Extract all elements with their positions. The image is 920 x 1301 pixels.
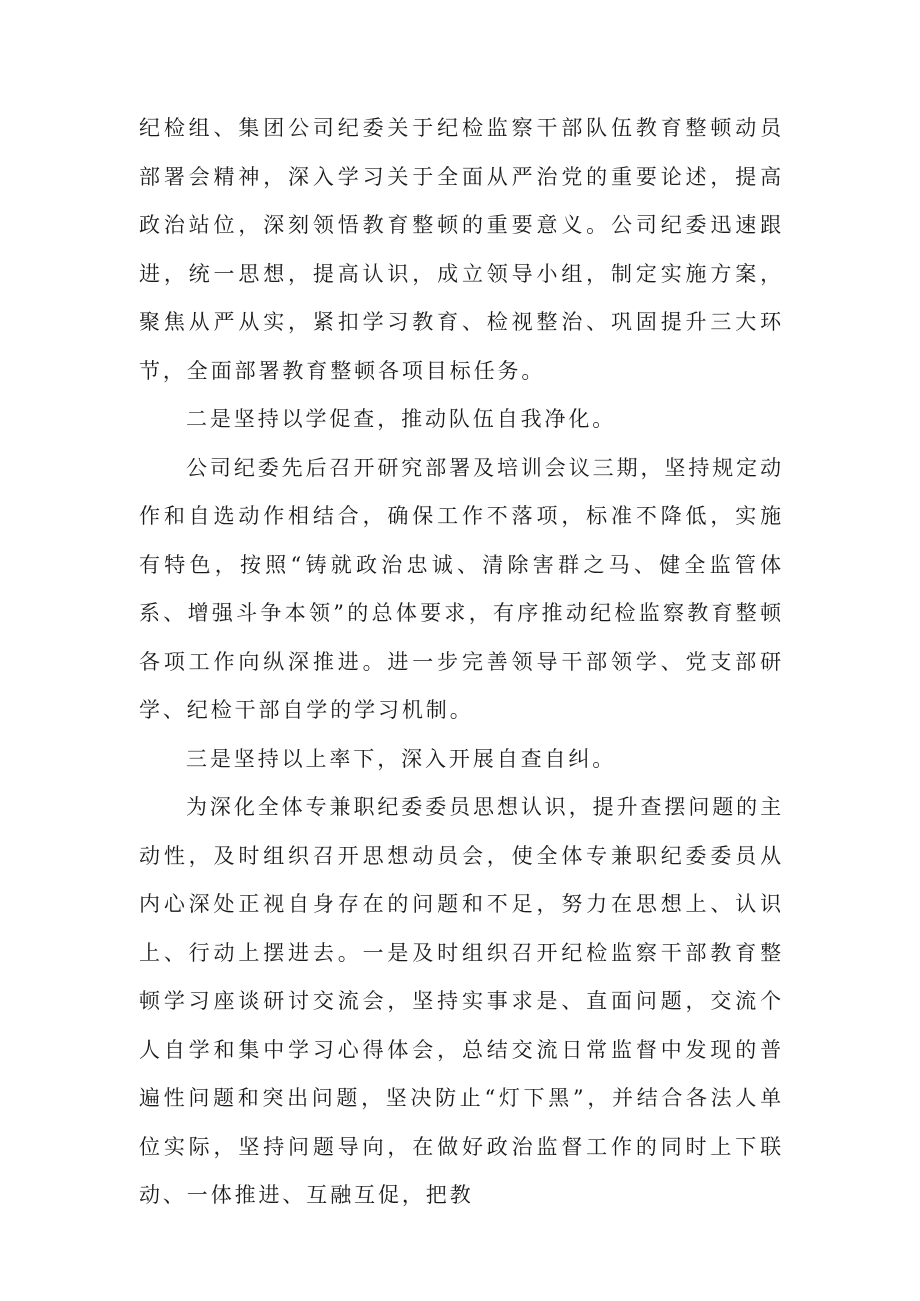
- paragraph-body: 公司纪委先后召开研究部署及培训会议三期，坚持规定动作和自选动作相结合，确保工作不落项，标准不降低，实施有特色，按照“铸就政治忠诚、清除害群之马、健全监管体系、增强斗争本领”的总体要求，有序推动纪检监察教育整顿各项工作向纵深推进。进一步完善领导干部领学、党支部研学、纪检干部自学的学习机制。: [139, 455, 784, 722]
- section-heading-three: 三是坚持以上率下，深入开展自查自纠。: [186, 746, 617, 771]
- document-body: [139, 104, 784, 1220]
- paragraph-continuation: 纪检组、集团公司纪委关于纪检监察干部队伍教育整顿动员部署会精神，深入学习关于全面从严治党的重要论述，提高政治站位，深刻领悟教育整顿的重要意义。公司纪委迅速跟进，统一思想，提高认识，成立领导小组，制定实施方案，聚焦从严从实，紧扣学习教育、检视整治、巩固提升三大环节，全面部署教育整顿各项目标任务。: [139, 116, 784, 383]
- paragraph-body: 为深化全体专兼职纪委委员思想认识，提升查摆问题的主动性，及时组织召开思想动员会，使全体专兼职纪委委员从内心深处正视自身存在的问题和不足，努力在思想上、认识上、行动上摆进去。一是及时组织召开纪检监察干部教育整顿学习座谈研讨交流会，坚持实事求是、直面问题，交流个人自学和集中学习心得体会，总结交流日常监督中发现的普遍性问题和突出问题，坚决防止“灯下黑”，并结合各法人单位实际，坚持问题导向，在做好政治监督工作的同时上下联动、一体推进、互融互促，把教: [139, 795, 784, 1207]
- section-heading-two: 二是坚持以学促查，推动队伍自我净化。: [186, 407, 617, 431]
